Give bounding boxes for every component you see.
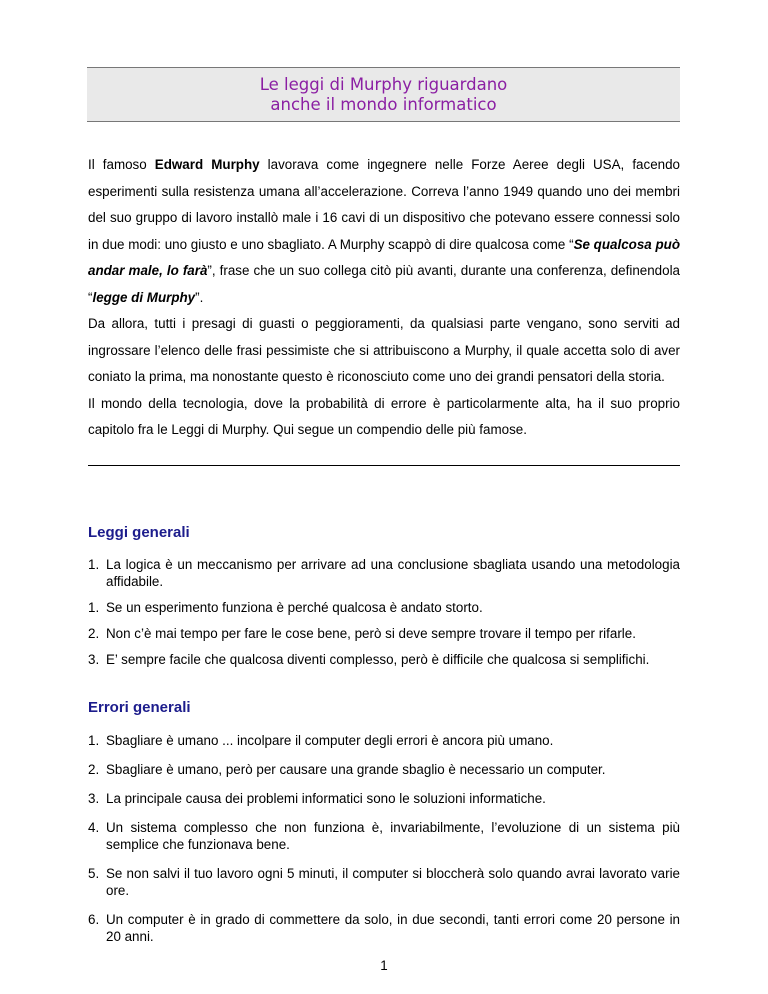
intro-text [88, 152, 680, 444]
list-item [88, 732, 680, 749]
item-text: E’ sempre facile che qualcosa diventi complesso, però è difficile che qualcosa si semplifichi. [106, 652, 650, 667]
list-item [88, 819, 680, 853]
item-number: 3. [88, 791, 100, 806]
list-errori-generali [88, 732, 680, 945]
list-item [88, 599, 680, 616]
murphy-name: Edward Murphy [154, 157, 260, 172]
list-item [88, 651, 680, 668]
title-line-1: Le leggi di Murphy riguardano [259, 75, 508, 94]
item-number: 5. [88, 866, 100, 881]
list-item [88, 911, 680, 945]
intro-p1-c: ”, frase che un suo collega citò più avanti, durante una conferenza, definendola “ [88, 263, 680, 305]
item-number: 4. [88, 820, 100, 835]
list-item [88, 556, 680, 590]
document-title [87, 67, 680, 122]
intro-p1-b: lavorava come ingegnere nelle Forze Aeree degli USA, facendo esperimenti sulla resistenza umana all’accelerazione. Correva l’anno 1949 quando uno dei membri del suo gruppo di lavoro installò male i 16 cavi di un dispositivo che potevano essere connessi solo in due modi: uno giusto e uno sbagliato. A Murphy scappò di dire qualcosa come “ [88, 157, 680, 252]
item-text: Se non salvi il tuo lavoro ogni 5 minuti, il computer si bloccherà solo quando avrai lavorato varie ore. [106, 866, 680, 898]
intro-p1-d: ”. [195, 289, 204, 305]
item-text: Non c’è mai tempo per fare le cose bene, però si deve sempre trovare il tempo per rifarle. [106, 626, 636, 641]
murphy-quote: Se qualcosa può andar male, lo farà [88, 236, 680, 278]
list-item [88, 790, 680, 807]
list-leggi-generali [88, 556, 680, 668]
list-item [88, 625, 680, 642]
intro-paragraph-3: Il mondo della tecnologia, dove la probabilità di errore è particolarmente alta, ha il suo proprio capitolo fra le Leggi di Murphy. Qui segue un compendio delle più famose. [88, 395, 680, 437]
section-title-errori-generali: Errori generali [88, 699, 191, 716]
item-text: Se un esperimento funziona è perché qualcosa è andato storto. [106, 600, 483, 615]
intro-paragraph-1 [88, 152, 680, 311]
page-number: 1 [380, 958, 388, 973]
title-line-2: anche il mondo informatico [270, 95, 497, 114]
item-text: La principale causa dei problemi informatici sono le soluzioni informatiche. [106, 791, 546, 806]
list-item [88, 865, 680, 899]
item-text: La logica è un meccanismo per arrivare ad una conclusione sbagliata usando una metodologia affidabile. [106, 557, 680, 589]
list-item [88, 761, 680, 778]
section-title-leggi-generali: Leggi generali [88, 524, 190, 541]
item-number: 2. [88, 762, 100, 777]
item-text: Sbagliare è umano ... incolpare il computer degli errori è ancora più umano. [106, 733, 554, 748]
item-number: 6. [88, 912, 100, 927]
horizontal-divider [88, 465, 680, 466]
item-number: 3. [88, 652, 100, 667]
item-number: 1. [88, 733, 100, 748]
item-text: Un sistema complesso che non funziona è, invariabilmente, l’evoluzione di un sistema più semplice che funzionava bene. [106, 820, 680, 852]
intro-paragraph-2: Da allora, tutti i presagi di guasti o peggioramenti, da qualsiasi parte vengano, sono serviti ad ingrossare l’elenco delle frasi pessimiste che si attribuiscono a Murphy, il quale accetta solo di aver coniato la prima, ma nonostante questo è riconosciuto come uno dei grandi pensatori della storia. [88, 316, 680, 384]
item-number: 2. [88, 626, 100, 641]
intro-p1-a: Il famoso [88, 157, 155, 172]
murphy-law-term: legge di Murphy [92, 289, 196, 305]
item-text: Sbagliare è umano, però per causare una grande sbaglio è necessario un computer. [106, 762, 606, 777]
item-number: 1. [88, 557, 100, 572]
item-text: Un computer è in grado di commettere da solo, in due secondi, tanti errori come 20 persone in 20 anni. [106, 912, 680, 944]
item-number: 1. [88, 600, 100, 615]
